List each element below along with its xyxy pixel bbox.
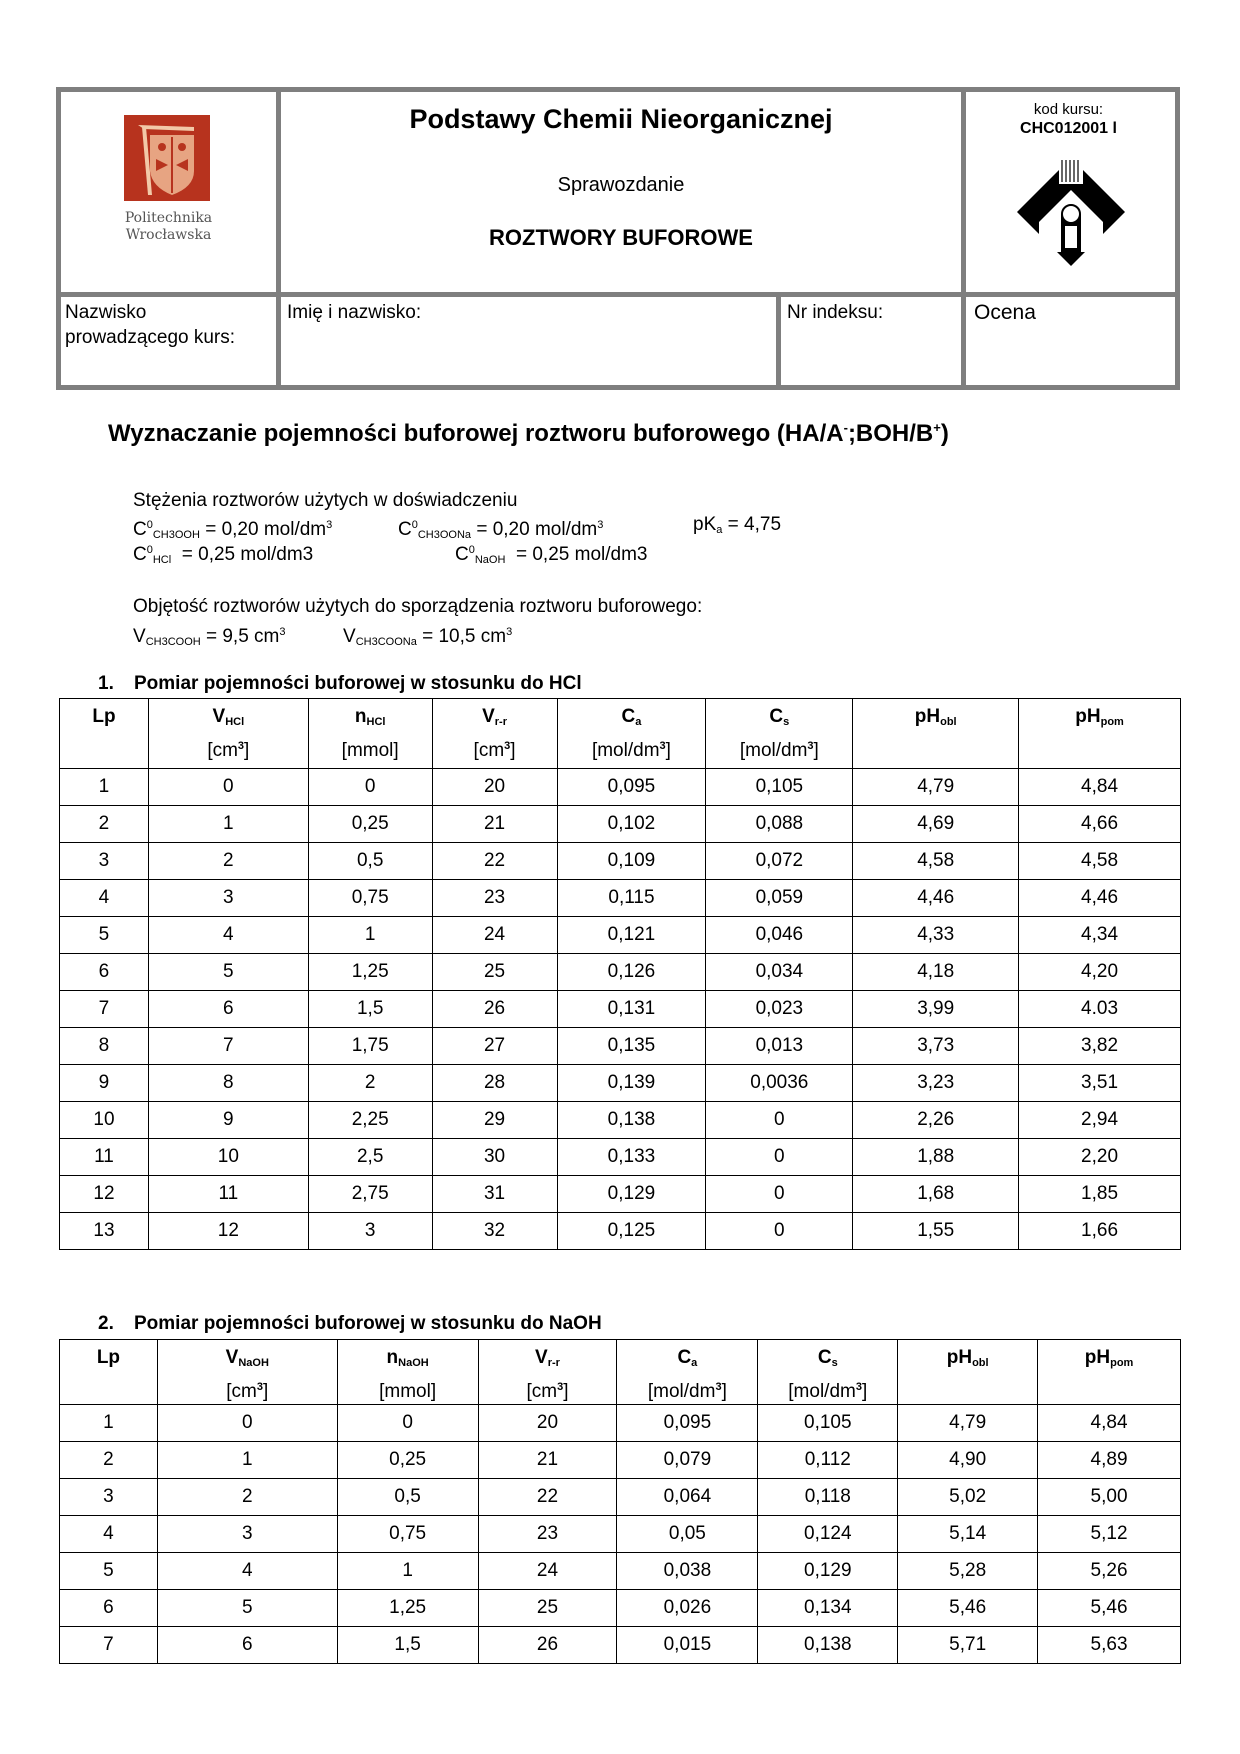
table-cell: 5 [60, 917, 149, 954]
column-header: Lp [60, 1340, 158, 1405]
table-row [60, 954, 1181, 991]
table-cell: 2,75 [308, 1176, 432, 1213]
column-header: $n_{HCl}$ [mmol] [308, 699, 432, 769]
title-cell [281, 92, 961, 292]
course-code-cell [966, 92, 1175, 292]
column-header: $pH_{obl}$ [898, 1340, 1038, 1405]
table-cell: 2,26 [853, 1102, 1019, 1139]
table-row [60, 1139, 1181, 1176]
table-cell: 0,124 [758, 1516, 898, 1553]
table-cell: 0,5 [308, 843, 432, 880]
table-cell: 0 [157, 1405, 337, 1442]
concentration-hcl: $C^0_{HCl} = 0,25$ mol/dm3 [133, 544, 314, 566]
table-row [60, 1479, 1181, 1516]
table-cell: 5,02 [898, 1479, 1038, 1516]
table-cell: 0,0036 [706, 1065, 853, 1102]
table-cell: 0,013 [706, 1028, 853, 1065]
table-cell: 1 [157, 1442, 337, 1479]
table-cell: 2 [60, 806, 149, 843]
table-cell: 0 [706, 1139, 853, 1176]
table-cell: 4,84 [1038, 1405, 1181, 1442]
column-header: $C_a$ $[mol/dm^3]$ [557, 699, 706, 769]
table-cell: 7 [60, 1627, 158, 1664]
table-cell: 1 [148, 806, 308, 843]
course-code-label: kod kursu: [1033, 101, 1104, 118]
table-cell: 0 [706, 1176, 853, 1213]
student-name-label: Imię i nazwisko: [287, 302, 422, 323]
table-row [60, 806, 1181, 843]
table-header-row [60, 1340, 1181, 1405]
table-cell: 5 [148, 954, 308, 991]
table-cell: 21 [478, 1442, 617, 1479]
table-cell: 32 [432, 1213, 557, 1250]
faculty-chemistry-logo-icon [1013, 154, 1129, 270]
university-name: Politechnika Wrocławska [124, 210, 213, 243]
column-header: $C_s$ $[mol/dm^3]$ [706, 699, 853, 769]
table-cell: 4 [60, 1516, 158, 1553]
concentration-ch3coona: $C^0_{CH3OONa} = 0,20$ mol/$dm^3$ [398, 519, 604, 541]
table-cell: 10 [60, 1102, 149, 1139]
table-cell: 2 [308, 1065, 432, 1102]
table-cell: 4,69 [853, 806, 1019, 843]
table-cell: 25 [478, 1590, 617, 1627]
table-cell: 0,129 [758, 1553, 898, 1590]
table-cell: 5,26 [1038, 1553, 1181, 1590]
table-cell: 0,118 [758, 1479, 898, 1516]
index-number-label: Nr indeksu: [787, 302, 884, 323]
table-cell: 4,46 [853, 880, 1019, 917]
table-row [60, 1405, 1181, 1442]
table-cell: 1,66 [1019, 1213, 1181, 1250]
table-cell: 4.03 [1019, 991, 1181, 1028]
table-row [60, 991, 1181, 1028]
table-cell: 5 [60, 1553, 158, 1590]
table-cell: 1,25 [308, 954, 432, 991]
table-cell: 0,109 [557, 843, 706, 880]
table-cell: 2,5 [308, 1139, 432, 1176]
table-cell: 0,134 [758, 1590, 898, 1627]
table-cell: 6 [60, 954, 149, 991]
table-cell: 8 [148, 1065, 308, 1102]
report-topic: ROZTWORY BUFOROWE [489, 225, 753, 250]
table-cell: 28 [432, 1065, 557, 1102]
table-cell: 0,079 [617, 1442, 758, 1479]
table-cell: 0,129 [557, 1176, 706, 1213]
table-cell: 3,82 [1019, 1028, 1181, 1065]
table-row [60, 1213, 1181, 1250]
table-cell: 0,75 [308, 880, 432, 917]
table-cell: 3 [308, 1213, 432, 1250]
table-cell: 23 [478, 1516, 617, 1553]
column-header: $C_s$ $[mol/dm^3]$ [758, 1340, 898, 1405]
table-row [60, 1442, 1181, 1479]
table-cell: 0,5 [337, 1479, 478, 1516]
table-cell: 0,115 [557, 880, 706, 917]
table-cell: 0,034 [706, 954, 853, 991]
table-row [60, 769, 1181, 806]
concentrations-heading: Stężenia roztworów użytych w doświadczeniu [133, 490, 518, 511]
table-cell: 4 [157, 1553, 337, 1590]
table-cell: 9 [148, 1102, 308, 1139]
table-cell: 0,139 [557, 1065, 706, 1102]
table-cell: 4,89 [1038, 1442, 1181, 1479]
table-cell: 8 [60, 1028, 149, 1065]
table-cell: 0,059 [706, 880, 853, 917]
table-cell: 26 [478, 1627, 617, 1664]
pka-value: $pK_a = 4,75$ [693, 514, 782, 536]
grade-label: Ocena [974, 301, 1036, 324]
table-cell: 0,125 [557, 1213, 706, 1250]
volume-ch3coona: $V_{CH3COONa} = 10,5$ $cm^3$ [343, 626, 513, 648]
table-cell: 10 [148, 1139, 308, 1176]
table-cell: 20 [432, 769, 557, 806]
table-cell: 1,88 [853, 1139, 1019, 1176]
table1-title: 1. Pomiar pojemności buforowej w stosunku do HCl [98, 673, 582, 694]
table-cell: 0,05 [617, 1516, 758, 1553]
table-cell: 4,79 [853, 769, 1019, 806]
divider [776, 292, 781, 385]
course-code: CHC012001 l [1020, 120, 1117, 137]
table-cell: 1,75 [308, 1028, 432, 1065]
table-cell: 29 [432, 1102, 557, 1139]
table-cell: 0 [706, 1213, 853, 1250]
table-cell: 27 [432, 1028, 557, 1065]
course-title: Podstawy Chemii Nieorganicznej [409, 104, 833, 134]
table-cell: 2 [60, 1442, 158, 1479]
table-cell: 5 [157, 1590, 337, 1627]
table-row [60, 843, 1181, 880]
table-cell: 1 [308, 917, 432, 954]
table-cell: 0,015 [617, 1627, 758, 1664]
table-cell: 4,33 [853, 917, 1019, 954]
table-cell: 4,58 [1019, 843, 1181, 880]
table-cell: 30 [432, 1139, 557, 1176]
table-cell: 3 [148, 880, 308, 917]
table-cell: 12 [60, 1176, 149, 1213]
table-cell: 0,088 [706, 806, 853, 843]
column-header: $pH_{obl}$ [853, 699, 1019, 769]
column-header: $V_{r-r}$ $[cm^3]$ [478, 1340, 617, 1405]
table-cell: 0,112 [758, 1442, 898, 1479]
table-row [60, 917, 1181, 954]
volume-ch3cooh: $V_{CH3COOH} = 9,5$ $cm^3$ [133, 626, 286, 648]
table-cell: 31 [432, 1176, 557, 1213]
table-cell: 24 [478, 1553, 617, 1590]
table2-title: 2. Pomiar pojemności buforowej w stosunku do NaOH [98, 1313, 602, 1334]
table-cell: 1,5 [308, 991, 432, 1028]
table-cell: 0,75 [337, 1516, 478, 1553]
column-header: $pH_{pom}$ [1038, 1340, 1181, 1405]
table-cell: 3,23 [853, 1065, 1019, 1102]
table-cell: 4,18 [853, 954, 1019, 991]
table-row [60, 1590, 1181, 1627]
table-cell: 0 [308, 769, 432, 806]
table-row [60, 1627, 1181, 1664]
column-header: Lp [60, 699, 149, 769]
table-cell: 0,072 [706, 843, 853, 880]
table-cell: 0,25 [337, 1442, 478, 1479]
table-cell: 0 [148, 769, 308, 806]
table-cell: 4,34 [1019, 917, 1181, 954]
table-cell: 6 [60, 1590, 158, 1627]
table-cell: 4,66 [1019, 806, 1181, 843]
university-logo-cell [61, 92, 276, 292]
column-header: $V_{HCl}$ $[cm^3]$ [148, 699, 308, 769]
eagle-crest-icon [124, 115, 210, 201]
table-row [60, 1176, 1181, 1213]
table-cell: 5,28 [898, 1553, 1038, 1590]
table-cell: 0 [706, 1102, 853, 1139]
column-header: $V_{r-r}$ $[cm^3]$ [432, 699, 557, 769]
table-cell: 11 [60, 1139, 149, 1176]
table-cell: 11 [148, 1176, 308, 1213]
column-header: $V_{NaOH}$ $[cm^3]$ [157, 1340, 337, 1405]
table-cell: 0,121 [557, 917, 706, 954]
table-cell: 26 [432, 991, 557, 1028]
table-cell: 2,20 [1019, 1139, 1181, 1176]
table-cell: 0,046 [706, 917, 853, 954]
table-cell: 0,135 [557, 1028, 706, 1065]
table-cell: 2,25 [308, 1102, 432, 1139]
table-row [60, 880, 1181, 917]
table-cell: 0,126 [557, 954, 706, 991]
table-cell: 12 [148, 1213, 308, 1250]
table-cell: 2 [148, 843, 308, 880]
table-cell: 4,46 [1019, 880, 1181, 917]
university-logo [124, 115, 210, 201]
column-header: $n_{NaOH}$ [mmol] [337, 1340, 478, 1405]
concentration-naoh: $C^0_{NaOH} = 0,25$ mol/dm3 [455, 544, 648, 566]
table-cell: 0,105 [758, 1405, 898, 1442]
table-cell: 0,064 [617, 1479, 758, 1516]
table-cell: 4,20 [1019, 954, 1181, 991]
volumes-heading: Objętość roztworów użytych do sporządzenia roztworu buforowego: [133, 596, 703, 617]
table-header-row [60, 699, 1181, 769]
table-cell: 5,63 [1038, 1627, 1181, 1664]
table-cell: 1 [337, 1553, 478, 1590]
section-title: Wyznaczanie pojemności buforowej roztworu buforowego (HA/A-;BOH/B+) [108, 420, 949, 447]
table-cell: 5,46 [1038, 1590, 1181, 1627]
document-type: Sprawozdanie [557, 174, 685, 196]
table-cell: 7 [148, 1028, 308, 1065]
table-cell: 7 [60, 991, 149, 1028]
table-cell: 1,55 [853, 1213, 1019, 1250]
table-cell: 6 [148, 991, 308, 1028]
table-cell: 22 [432, 843, 557, 880]
table-row [60, 1553, 1181, 1590]
table-row [60, 1102, 1181, 1139]
table-cell: 20 [478, 1405, 617, 1442]
table-cell: 9 [60, 1065, 149, 1102]
instructor-name-label: Nazwisko prowadzącego kurs: [65, 302, 236, 348]
table-cell: 5,00 [1038, 1479, 1181, 1516]
table-cell: 0,038 [617, 1553, 758, 1590]
table-cell: 3,73 [853, 1028, 1019, 1065]
column-header: $pH_{pom}$ [1019, 699, 1181, 769]
table-cell: 4,84 [1019, 769, 1181, 806]
table-cell: 2,94 [1019, 1102, 1181, 1139]
table-cell: 25 [432, 954, 557, 991]
table-cell: 4,90 [898, 1442, 1038, 1479]
table-cell: 0,105 [706, 769, 853, 806]
table-cell: 3 [157, 1516, 337, 1553]
table-cell: 0,138 [557, 1102, 706, 1139]
table-cell: 6 [157, 1627, 337, 1664]
table-cell: 1 [60, 769, 149, 806]
table-cell: 23 [432, 880, 557, 917]
table-cell: 13 [60, 1213, 149, 1250]
table-cell: 1,68 [853, 1176, 1019, 1213]
table-cell: 3,51 [1019, 1065, 1181, 1102]
naoh-buffer-capacity-table [59, 1339, 1181, 1664]
table-cell: 24 [432, 917, 557, 954]
table-cell: 5,14 [898, 1516, 1038, 1553]
table-cell: 0,023 [706, 991, 853, 1028]
table-cell: 0,25 [308, 806, 432, 843]
table-cell: 1,25 [337, 1590, 478, 1627]
table-cell: 3 [60, 843, 149, 880]
table-cell: 0,026 [617, 1590, 758, 1627]
table-cell: 4 [60, 880, 149, 917]
table-cell: 1,85 [1019, 1176, 1181, 1213]
table-cell: 0,131 [557, 991, 706, 1028]
table-cell: 4 [148, 917, 308, 954]
table-cell: 4,58 [853, 843, 1019, 880]
table-cell: 5,46 [898, 1590, 1038, 1627]
table-cell: 22 [478, 1479, 617, 1516]
table-cell: 3 [60, 1479, 158, 1516]
table-cell: 0,138 [758, 1627, 898, 1664]
table-cell: 3,99 [853, 991, 1019, 1028]
column-header: $C_a$ $[mol/dm^3]$ [617, 1340, 758, 1405]
table-cell: 0,095 [557, 769, 706, 806]
table-cell: 0,095 [617, 1405, 758, 1442]
table-cell: 0,133 [557, 1139, 706, 1176]
table-cell: 4,79 [898, 1405, 1038, 1442]
header-block [56, 87, 1180, 390]
table-cell: 1 [60, 1405, 158, 1442]
table-cell: 0,102 [557, 806, 706, 843]
hcl-buffer-capacity-table [59, 698, 1181, 1250]
table-row [60, 1516, 1181, 1553]
table-row [60, 1028, 1181, 1065]
table-cell: 2 [157, 1479, 337, 1516]
table-row [60, 1065, 1181, 1102]
concentration-ch3cooh: $C^0_{CH3OOH} = 0,20$ mol/$dm^3$ [133, 519, 333, 541]
table-cell: 5,71 [898, 1627, 1038, 1664]
table-cell: 1,5 [337, 1627, 478, 1664]
table-cell: 5,12 [1038, 1516, 1181, 1553]
table-cell: 0 [337, 1405, 478, 1442]
table-cell: 21 [432, 806, 557, 843]
divider [61, 292, 1175, 297]
